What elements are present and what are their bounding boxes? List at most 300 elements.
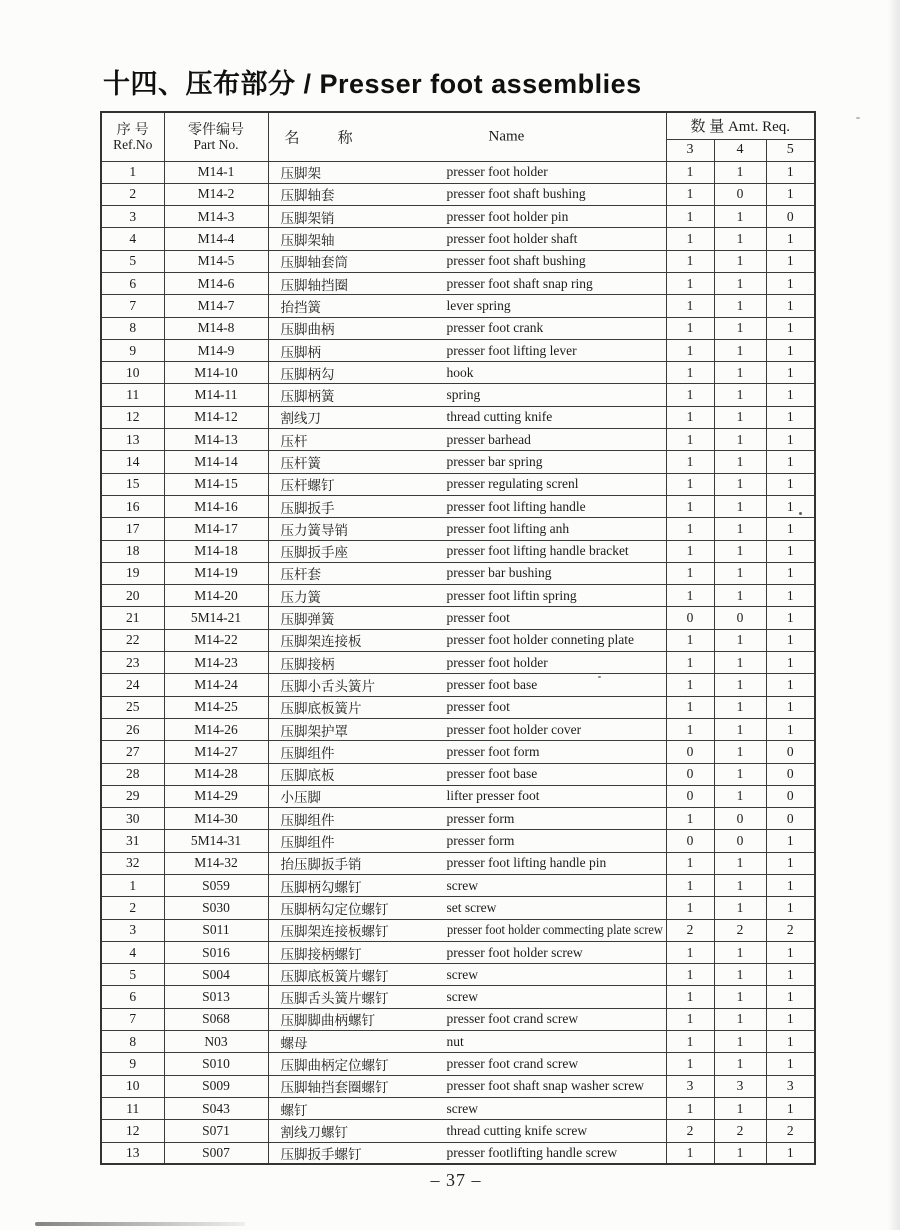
name-en: presser foot base [446,766,538,782]
ref-no-cell: 22 [101,629,164,651]
table-row [101,206,815,228]
table-row [101,585,815,607]
qty-3-cell: 3 [666,1075,714,1097]
ref-no-cell: 14 [101,451,164,473]
name-en: thread cutting knife [446,409,553,425]
qty-5-cell: 2 [766,1120,815,1142]
table-row [101,808,815,830]
part-no-cell: M14-29 [164,785,268,807]
ref-no-cell: 12 [101,1120,164,1142]
part-no-cell: M14-19 [164,562,268,584]
header-qty-3: 3 [666,139,714,161]
name-cn: 压力簧 [280,589,321,605]
qty-5-cell: 1 [766,1008,815,1030]
table-row [101,607,815,629]
ref-no-cell: 4 [101,941,164,963]
name-en: presser foot base [446,676,538,692]
name-en: presser form [446,810,515,826]
ref-no-cell: 7 [101,1008,164,1030]
name-cell [268,451,666,473]
qty-5-cell: 1 [766,830,815,852]
ref-no-cell: 24 [101,674,164,696]
name-cn: 螺母 [280,1035,308,1051]
ref-no-cell: 7 [101,295,164,317]
part-no-cell: M14-2 [164,183,268,205]
scan-edge-shade [888,0,900,1230]
ref-no-cell: 21 [101,607,164,629]
name-cn: 压脚柄勾螺钉 [280,879,362,895]
qty-4-cell: 1 [714,384,766,406]
name-cell [268,183,666,205]
name-en: set screw [446,899,497,915]
name-cn: 压力簧导销 [280,522,348,538]
part-no-cell: M14-25 [164,696,268,718]
qty-5-cell: 1 [766,518,815,540]
part-no-cell: M14-16 [164,495,268,517]
qty-3-cell: 1 [666,206,714,228]
qty-3-cell: 2 [666,1120,714,1142]
part-no-cell: M14-22 [164,629,268,651]
qty-4-cell: 0 [714,183,766,205]
qty-4-cell: 1 [714,540,766,562]
name-cell [268,206,666,228]
name-en: nut [446,1033,464,1049]
name-en: presser foot holder [446,654,548,670]
ref-no-cell: 29 [101,785,164,807]
page-title: 十四、压布部分 / Presser foot assemblies [103,69,642,99]
qty-3-cell: 1 [666,852,714,874]
name-en: presser foot holder screw [446,944,583,960]
qty-4-cell: 1 [714,161,766,183]
table-row [101,941,815,963]
ref-no-cell: 5 [101,964,164,986]
qty-4-cell: 0 [714,607,766,629]
part-no-cell: M14-10 [164,362,268,384]
name-cell [268,384,666,406]
qty-5-cell: 1 [766,897,815,919]
header-ref-no-cn: 序 号 [116,120,149,137]
name-en: presser foot holder cover [446,721,582,737]
qty-4-cell: 1 [714,1097,766,1119]
table-row [101,272,815,294]
name-cell [268,696,666,718]
qty-3-cell: 1 [666,808,714,830]
ref-no-cell: 13 [101,1142,164,1164]
qty-3-cell: 1 [666,897,714,919]
qty-4-cell: 1 [714,451,766,473]
qty-5-cell: 1 [766,696,815,718]
qty-4-cell: 1 [714,362,766,384]
name-cell [268,785,666,807]
name-en: presser foot crand screw [446,1056,579,1072]
name-en: screw [446,877,478,893]
name-en: presser foot lifting handle pin [446,855,607,871]
part-no-cell: S068 [164,1008,268,1030]
ref-no-cell: 9 [101,339,164,361]
qty-4-cell: 1 [714,941,766,963]
qty-3-cell: 1 [666,473,714,495]
qty-4-cell: 1 [714,250,766,272]
part-no-cell: 5M14-21 [164,607,268,629]
qty-3-cell: 1 [666,451,714,473]
name-en: presser foot lifting lever [446,342,577,358]
part-no-cell: S007 [164,1142,268,1164]
qty-4-cell: 1 [714,763,766,785]
qty-3-cell: 2 [666,919,714,941]
qty-3-cell: 1 [666,540,714,562]
name-en: presser foot lifting anh [446,520,570,536]
qty-3-cell: 0 [666,607,714,629]
name-cell [268,674,666,696]
qty-3-cell: 1 [666,1031,714,1053]
qty-5-cell: 1 [766,429,815,451]
name-cn: 压杆套 [280,567,321,583]
name-cn: 压脚底板簧片螺钉 [280,968,389,984]
ref-no-cell: 17 [101,518,164,540]
part-no-cell: M14-18 [164,540,268,562]
name-cell [268,607,666,629]
header-part-no-cn: 零件编号 [188,120,244,137]
qty-4-cell: 1 [714,473,766,495]
table-row [101,1120,815,1142]
name-cell [268,228,666,250]
table-row [101,1008,815,1030]
header-name [268,112,666,161]
name-cn: 压脚曲柄定位螺钉 [280,1058,389,1074]
ref-no-cell: 2 [101,183,164,205]
qty-3-cell: 1 [666,1142,714,1164]
name-cell [268,986,666,1008]
name-en: spring [446,387,481,403]
name-cell [268,250,666,272]
part-no-cell: N03 [164,1031,268,1053]
name-cn: 压脚架连接板螺钉 [280,924,389,940]
qty-4-cell: 3 [714,1075,766,1097]
table-row [101,652,815,674]
name-cell [268,919,666,941]
part-no-cell: 5M14-31 [164,830,268,852]
part-no-cell: S009 [164,1075,268,1097]
qty-3-cell: 0 [666,763,714,785]
name-cn: 小压脚 [280,790,321,806]
name-cell [268,897,666,919]
qty-5-cell: 1 [766,674,815,696]
ref-no-cell: 19 [101,562,164,584]
table-row [101,964,815,986]
table-row [101,741,815,763]
part-no-cell: S010 [164,1053,268,1075]
ref-no-cell: 27 [101,741,164,763]
part-no-cell: M14-1 [164,161,268,183]
name-en: presser foot shaft snap ring [446,275,593,291]
qty-3-cell: 1 [666,429,714,451]
name-en: presser foot lifting handle bracket [446,543,629,559]
ref-no-cell: 31 [101,830,164,852]
qty-3-cell: 1 [666,986,714,1008]
part-no-cell: S016 [164,941,268,963]
name-en: presser foot holder conneting plate [446,632,634,648]
qty-3-cell: 0 [666,785,714,807]
header-name-en: Name [488,128,525,145]
table-row [101,718,815,740]
name-cn: 压脚架连接板 [280,634,362,650]
qty-3-cell: 1 [666,562,714,584]
name-cn: 压脚柄簧 [280,389,335,405]
header-qty-5: 5 [766,139,815,161]
name-cn: 压杆簧 [280,456,321,471]
name-cell [268,1075,666,1097]
qty-4-cell: 1 [714,674,766,696]
name-cn: 压脚柄勾 [280,366,335,382]
part-no-cell: M14-32 [164,852,268,874]
part-no-cell: M14-20 [164,585,268,607]
parts-table [100,111,816,1165]
name-cell [268,652,666,674]
name-cn: 压脚组件 [280,745,335,761]
qty-4-cell: 0 [714,808,766,830]
qty-5-cell: 1 [766,964,815,986]
name-en: lifter presser foot [446,788,540,804]
qty-3-cell: 0 [666,830,714,852]
part-no-cell: S059 [164,875,268,897]
name-en: presser foot shaft bushing [446,186,586,202]
qty-5-cell: 1 [766,607,815,629]
ref-no-cell: 10 [101,362,164,384]
name-cn: 压脚弹簧 [280,612,335,628]
name-cn: 压脚底板 [280,768,335,784]
qty-4-cell: 1 [714,1053,766,1075]
qty-4-cell: 1 [714,1008,766,1030]
qty-5-cell: 2 [766,919,815,941]
qty-4-cell: 1 [714,518,766,540]
name-cn: 压脚轴挡圈 [280,277,348,293]
table-row [101,518,815,540]
table-row [101,429,815,451]
qty-4-cell: 1 [714,875,766,897]
name-cn: 压脚组件 [280,812,335,828]
qty-5-cell: 1 [766,1053,815,1075]
qty-4-cell: 1 [714,718,766,740]
name-cn: 压脚架销 [280,210,335,226]
name-cell [268,562,666,584]
part-no-cell: S071 [164,1120,268,1142]
qty-5-cell: 1 [766,875,815,897]
qty-4-cell: 1 [714,406,766,428]
table-row [101,852,815,874]
part-no-cell: S011 [164,919,268,941]
header-ref-no-en: Ref.No [113,137,153,153]
qty-5-cell: 1 [766,986,815,1008]
qty-4-cell: 1 [714,964,766,986]
name-cell [268,1097,666,1119]
qty-5-cell: 1 [766,228,815,250]
qty-4-cell: 1 [714,585,766,607]
name-en: presser regulating screnl [446,476,579,492]
table-row [101,1097,815,1119]
qty-5-cell: 0 [766,206,815,228]
name-en: thread cutting knife screw [446,1122,588,1138]
name-cn: 压脚小舌头簧片 [280,678,375,694]
name-en: presser footlifting handle screw [446,1144,618,1160]
name-cell [268,295,666,317]
qty-5-cell: 1 [766,540,815,562]
qty-5-cell: 1 [766,250,815,272]
qty-4-cell: 2 [714,919,766,941]
table-row [101,785,815,807]
qty-3-cell: 1 [666,1097,714,1119]
part-no-cell: M14-27 [164,741,268,763]
header-qty-4: 4 [714,139,766,161]
part-no-cell: M14-6 [164,272,268,294]
name-en: presser foot liftin spring [446,587,577,603]
qty-3-cell: 1 [666,384,714,406]
header-part-no [164,112,268,161]
name-cn: 压脚扳手螺钉 [280,1146,362,1162]
ref-no-cell: 18 [101,540,164,562]
name-cn: 压脚接柄 [280,656,335,672]
qty-4-cell: 1 [714,228,766,250]
name-cn: 压脚底板簧片 [280,701,362,717]
name-en: presser foot crank [446,320,544,336]
name-en: hook [446,364,474,380]
part-no-cell: M14-30 [164,808,268,830]
qty-5-cell: 1 [766,718,815,740]
table-row [101,540,815,562]
name-cell [268,941,666,963]
scan-speck [598,676,601,678]
ref-no-cell: 32 [101,852,164,874]
name-en: presser foot holder commecting plate screw [446,922,663,938]
name-cell [268,718,666,740]
qty-5-cell: 0 [766,763,815,785]
scan-speck [856,117,860,119]
qty-3-cell: 1 [666,1053,714,1075]
qty-3-cell: 1 [666,295,714,317]
name-cn: 压脚轴套 [280,188,335,204]
name-cn: 压脚柄 [280,344,321,360]
part-no-cell: S013 [164,986,268,1008]
ref-no-cell: 1 [101,161,164,183]
name-cn: 压脚接柄螺钉 [280,946,362,962]
name-cn: 压脚架轴 [280,233,335,249]
name-cell [268,1120,666,1142]
qty-5-cell: 1 [766,295,815,317]
name-cn: 压杆 [280,433,308,449]
ref-no-cell: 2 [101,897,164,919]
ref-no-cell: 25 [101,696,164,718]
table-row [101,406,815,428]
qty-3-cell: 1 [666,339,714,361]
name-cell [268,1053,666,1075]
qty-4-cell: 1 [714,206,766,228]
part-no-cell: M14-4 [164,228,268,250]
name-en: screw [446,989,478,1005]
part-no-cell: M14-13 [164,429,268,451]
qty-4-cell: 2 [714,1120,766,1142]
ref-no-cell: 3 [101,919,164,941]
header-amt-req: 数 量 Amt. Req. [666,112,815,139]
qty-5-cell: 0 [766,741,815,763]
qty-4-cell: 1 [714,562,766,584]
name-cn: 割线刀螺钉 [280,1124,348,1140]
name-cn: 压脚组件 [280,835,335,851]
qty-5-cell: 1 [766,339,815,361]
name-cn: 割线刀 [280,411,321,427]
qty-4-cell: 1 [714,295,766,317]
qty-5-cell: 1 [766,585,815,607]
qty-3-cell: 1 [666,406,714,428]
ref-no-cell: 8 [101,1031,164,1053]
name-en: presser foot [446,699,510,715]
ref-no-cell: 3 [101,206,164,228]
qty-5-cell: 1 [766,495,815,517]
table-row [101,250,815,272]
name-en: presser foot lifting handle [446,498,586,514]
ref-no-cell: 10 [101,1075,164,1097]
table-row [101,183,815,205]
name-cn: 抬挡簧 [280,299,321,315]
ref-no-cell: 20 [101,585,164,607]
name-cell [268,830,666,852]
scan-speck [799,512,802,515]
qty-4-cell: 1 [714,652,766,674]
name-cell [268,1031,666,1053]
qty-4-cell: 1 [714,629,766,651]
name-en: presser foot crand screw [446,1011,579,1027]
qty-3-cell: 1 [666,941,714,963]
qty-3-cell: 1 [666,652,714,674]
qty-3-cell: 1 [666,317,714,339]
table-row [101,161,815,183]
qty-3-cell: 1 [666,718,714,740]
ref-no-cell: 15 [101,473,164,495]
part-no-cell: M14-12 [164,406,268,428]
qty-4-cell: 1 [714,852,766,874]
part-no-cell: M14-26 [164,718,268,740]
ref-no-cell: 28 [101,763,164,785]
qty-5-cell: 0 [766,808,815,830]
name-cell [268,339,666,361]
qty-5-cell: 1 [766,161,815,183]
name-cell [268,362,666,384]
qty-3-cell: 1 [666,272,714,294]
table-row [101,1031,815,1053]
name-cn: 压脚轴套筒 [280,255,348,271]
table-row [101,986,815,1008]
name-en: presser foot shaft snap washer screw [446,1078,645,1094]
name-en: presser bar bushing [446,565,552,581]
table-row [101,451,815,473]
table-row [101,362,815,384]
qty-4-cell: 1 [714,897,766,919]
table-row [101,696,815,718]
name-cell [268,1142,666,1164]
qty-3-cell: 1 [666,518,714,540]
name-cell [268,964,666,986]
ref-no-cell: 30 [101,808,164,830]
name-cell [268,741,666,763]
header-part-no-en: Part No. [193,137,239,153]
part-no-cell: M14-5 [164,250,268,272]
name-cell [268,473,666,495]
name-cell [268,763,666,785]
qty-5-cell: 1 [766,629,815,651]
table-row [101,830,815,852]
ref-no-cell: 13 [101,429,164,451]
name-cn: 压杆螺钉 [280,478,335,494]
ref-no-cell: 1 [101,875,164,897]
name-en: presser foot form [446,743,540,759]
